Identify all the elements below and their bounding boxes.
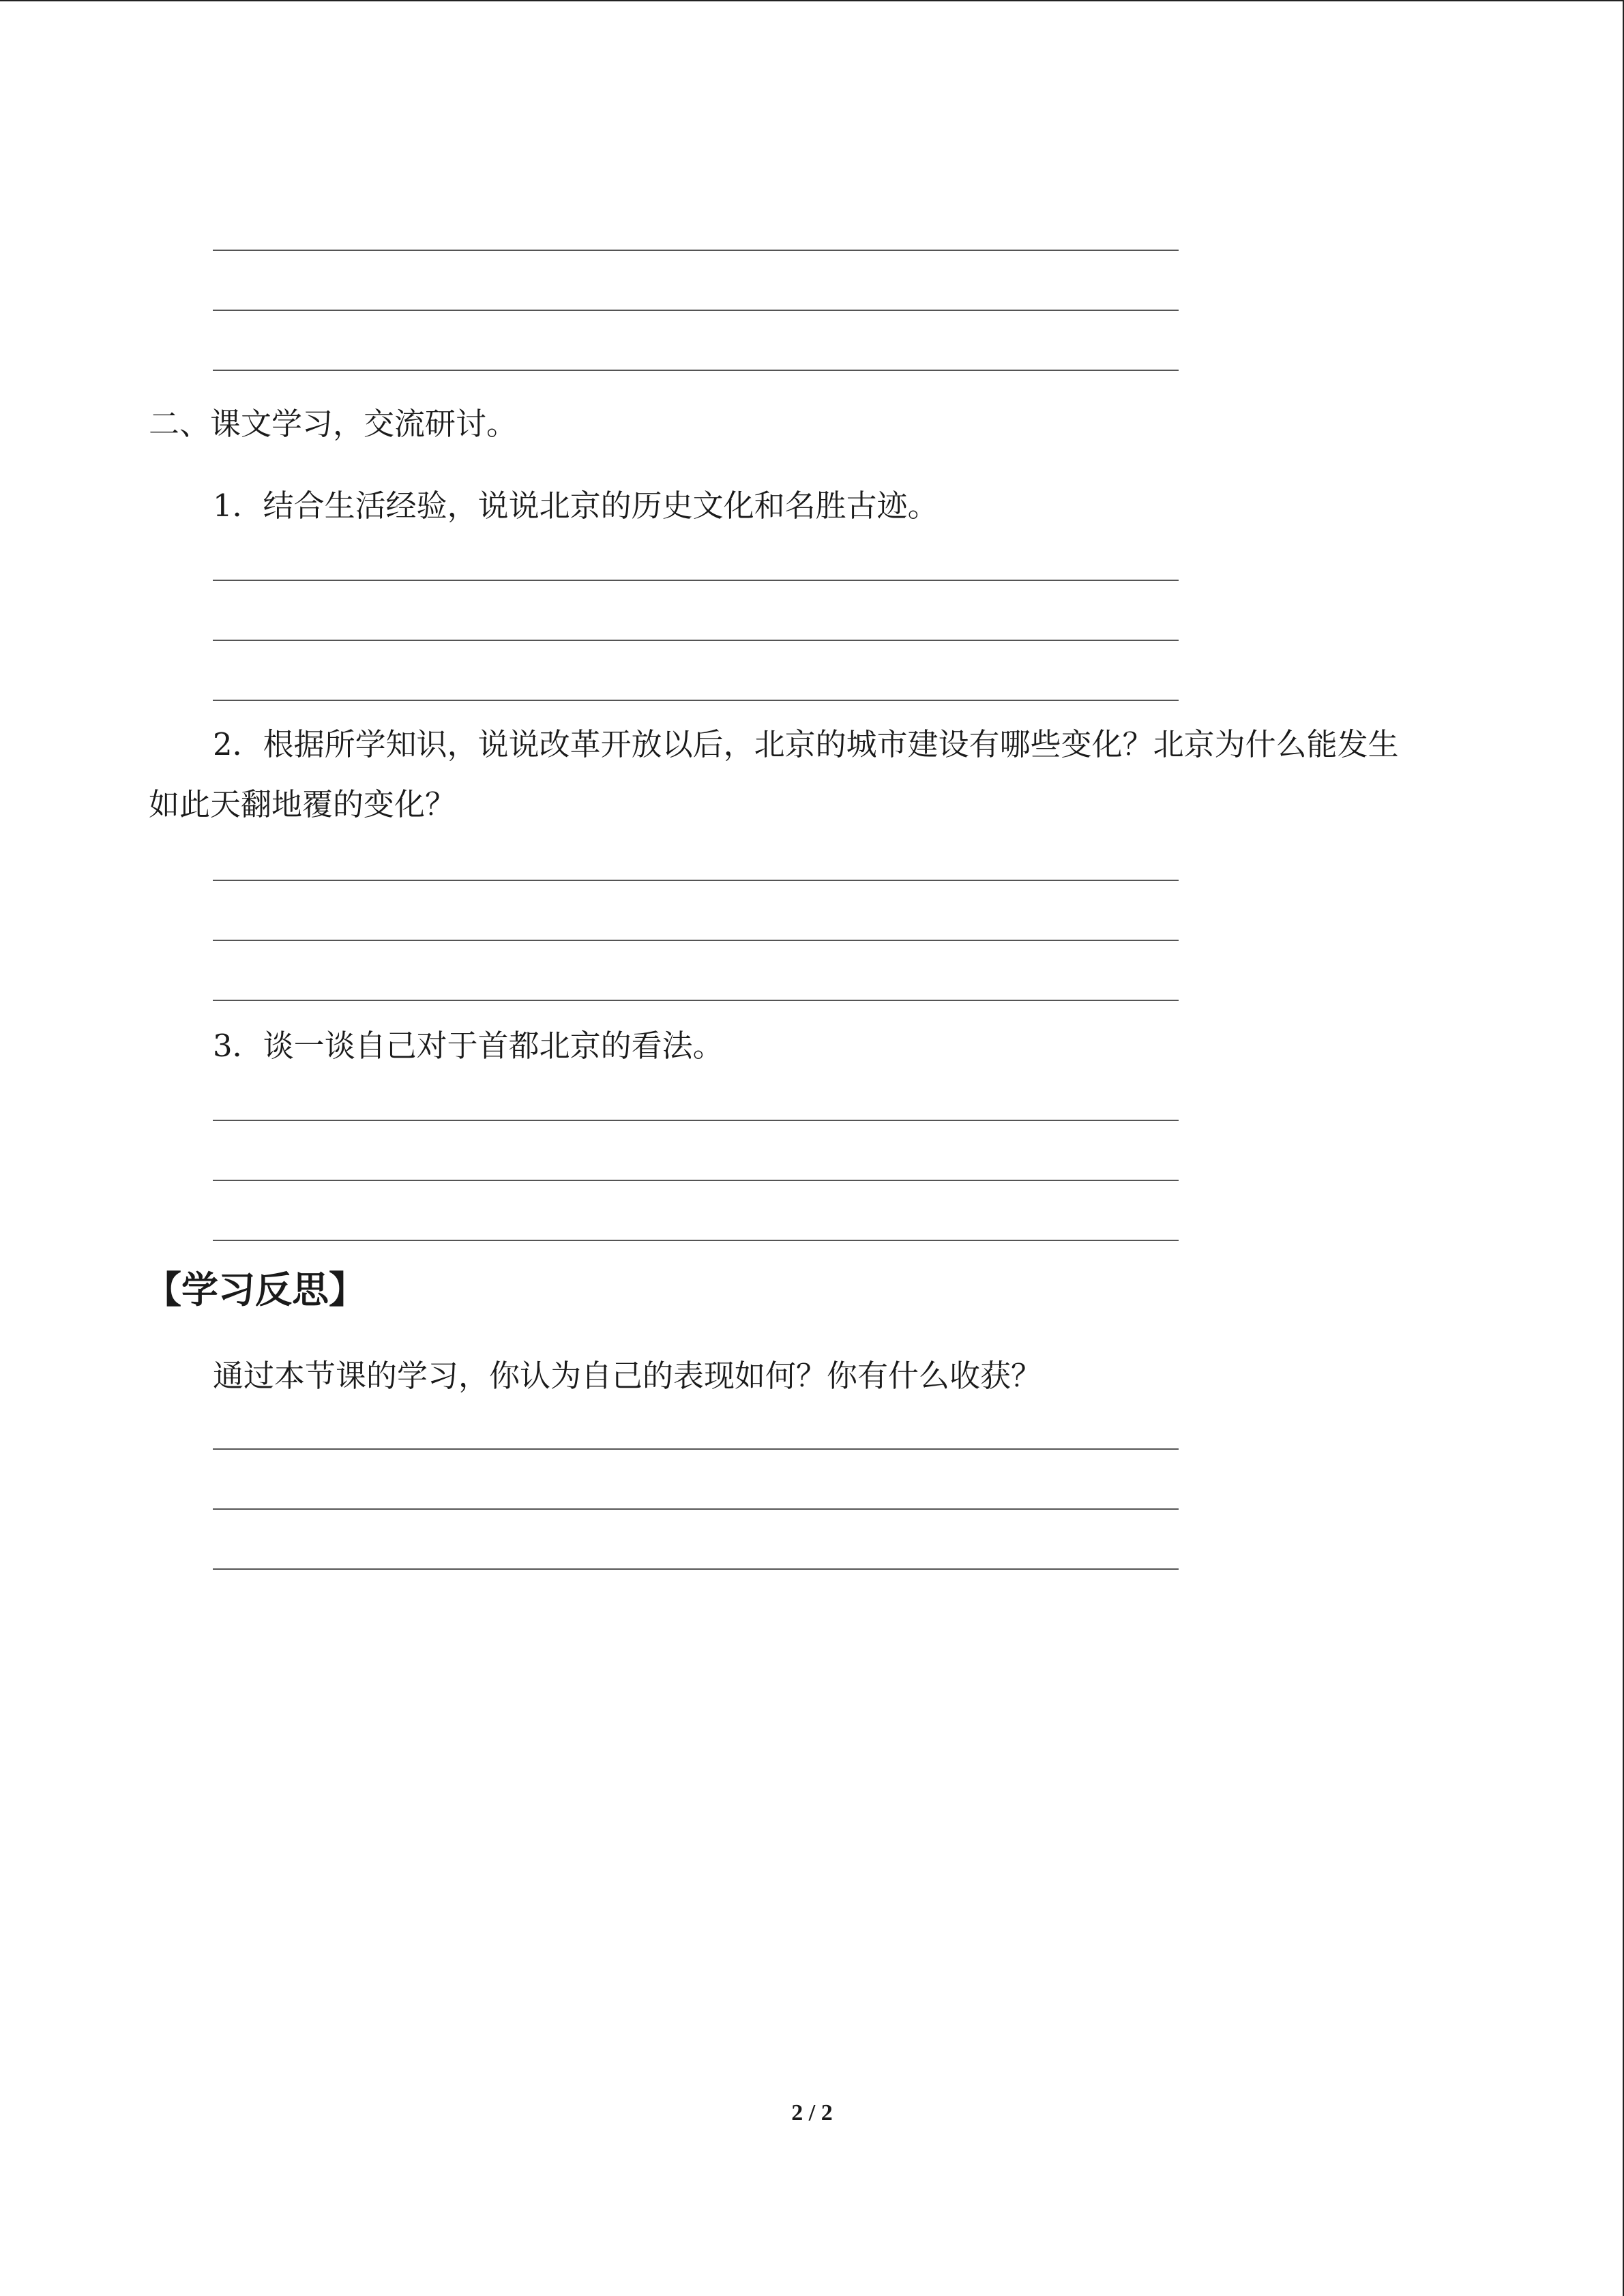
- answer-line[interactable]: [213, 1180, 1179, 1181]
- answer-line[interactable]: [213, 1448, 1179, 1450]
- answer-line[interactable]: [213, 640, 1179, 641]
- answer-line[interactable]: [213, 580, 1179, 581]
- section-title: 二、课文学习，交流研讨。: [149, 406, 518, 442]
- answer-line[interactable]: [213, 1508, 1179, 1510]
- page-number: 2 / 2: [791, 2100, 833, 2126]
- question-3: 3．谈一谈自己对于首都北京的看法。: [213, 1028, 724, 1064]
- answer-line[interactable]: [213, 370, 1179, 371]
- question-2-line-2: 如此天翻地覆的变化？: [149, 786, 456, 822]
- reflection-heading: 【学习反思】: [145, 1268, 366, 1311]
- answer-line[interactable]: [213, 1000, 1179, 1001]
- answer-line[interactable]: [213, 1240, 1179, 1241]
- answer-line[interactable]: [213, 700, 1179, 701]
- answer-line[interactable]: [213, 1120, 1179, 1121]
- answer-line[interactable]: [213, 310, 1179, 311]
- question-1: 1．结合生活经验，说说北京的历史文化和名胜古迹。: [213, 488, 939, 524]
- answer-line[interactable]: [213, 940, 1179, 941]
- reflection-prompt: 通过本节课的学习，你认为自己的表现如何？你有什么收获？: [213, 1358, 1042, 1394]
- answer-line[interactable]: [213, 1568, 1179, 1570]
- question-2-line-1: 2．根据所学知识，说说改革开放以后，北京的城市建设有哪些变化？北京为什么能发生: [213, 726, 1399, 762]
- answer-line[interactable]: [213, 880, 1179, 881]
- answer-line[interactable]: [213, 250, 1179, 251]
